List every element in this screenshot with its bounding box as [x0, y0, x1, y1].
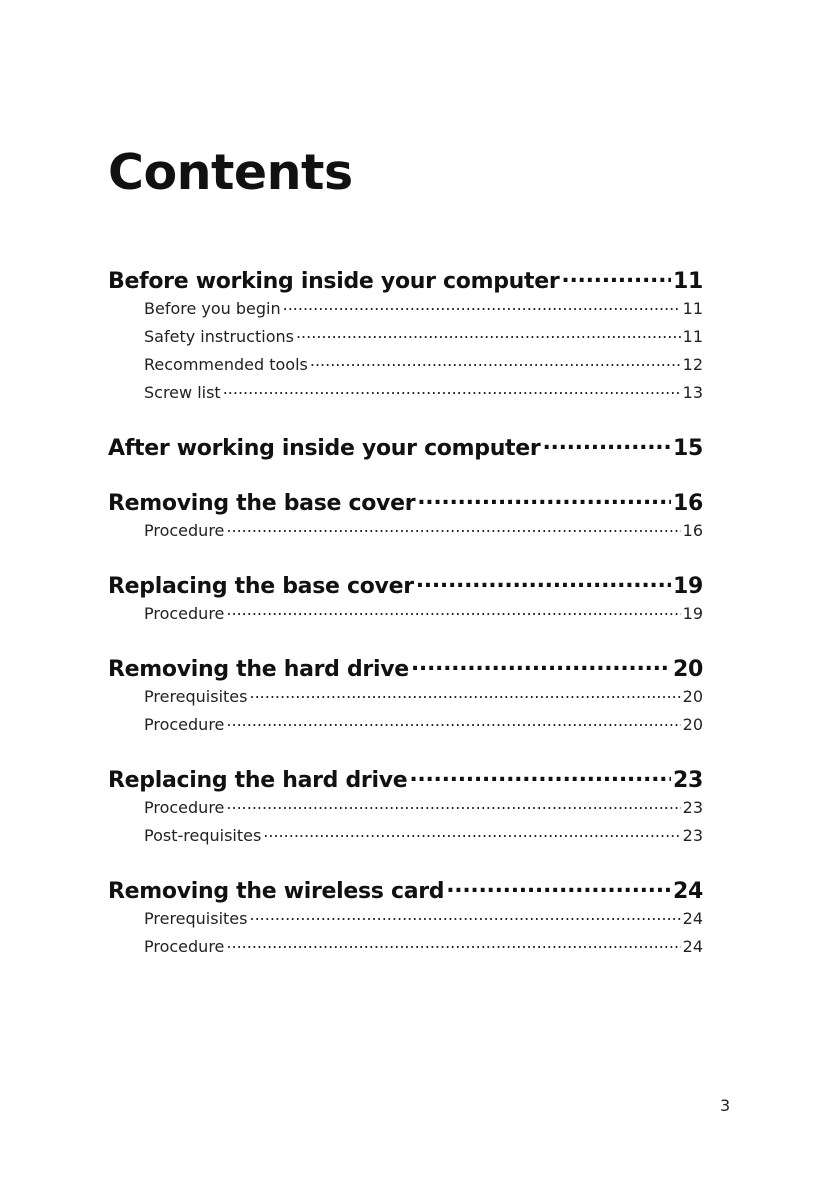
toc-subentry[interactable]: [108, 823, 703, 851]
dot-leader: [561, 264, 671, 288]
toc-chapter-entry[interactable]: [108, 569, 703, 601]
toc-subentry-page: 23: [682, 825, 703, 845]
dot-leader: [446, 874, 671, 898]
toc-chapter-label: Replacing the hard drive: [108, 768, 408, 794]
toc-section: [108, 874, 703, 962]
toc-subentry-label: Screw list: [144, 382, 221, 402]
toc-subentry-page: 24: [682, 908, 703, 928]
toc-subentry[interactable]: [108, 795, 703, 823]
toc-section: [108, 264, 703, 408]
toc-subentry-label: Post-requisites: [144, 825, 262, 845]
toc-subentry-label: Prerequisites: [144, 908, 248, 928]
dot-leader: [542, 431, 671, 455]
toc-subentry-page: 20: [682, 714, 703, 734]
toc-subentry[interactable]: [108, 712, 703, 740]
toc-chapter-label: Before working inside your computer: [108, 269, 560, 295]
toc-subentry-page: 24: [682, 936, 703, 956]
toc-chapter-entry[interactable]: [108, 763, 703, 795]
toc-subentry-page: 23: [682, 797, 703, 817]
dot-leader: [249, 906, 680, 924]
dot-leader: [417, 486, 671, 510]
toc-chapter-page: 24: [672, 879, 703, 905]
dot-leader: [263, 823, 680, 841]
toc-subentry-page: 16: [682, 520, 703, 540]
dot-leader: [226, 518, 680, 536]
dot-leader: [416, 569, 671, 593]
toc-chapter-label: Removing the wireless card: [108, 879, 445, 905]
toc-subentry[interactable]: [108, 352, 703, 380]
toc-subentry-page: 13: [682, 382, 703, 402]
toc-chapter-entry[interactable]: [108, 652, 703, 684]
toc-chapter-entry[interactable]: [108, 874, 703, 906]
toc-subentry[interactable]: [108, 296, 703, 324]
dot-leader: [296, 324, 681, 342]
toc-subentry-page: 12: [682, 354, 703, 374]
dot-leader: [249, 684, 680, 702]
dot-leader: [411, 652, 671, 676]
dot-leader: [223, 380, 681, 398]
toc-chapter-entry[interactable]: [108, 264, 703, 296]
dot-leader: [409, 763, 671, 787]
toc-subentry[interactable]: [108, 601, 703, 629]
toc-section: [108, 652, 703, 740]
toc-chapter-label: Replacing the base cover: [108, 574, 414, 600]
dot-leader: [283, 296, 681, 314]
dot-leader: [310, 352, 681, 370]
table-of-contents: [108, 264, 703, 985]
toc-chapter-page: 15: [672, 436, 703, 462]
toc-chapter-entry[interactable]: [108, 431, 703, 463]
toc-section: [108, 431, 703, 463]
toc-chapter-label: After working inside your computer: [108, 436, 541, 462]
toc-chapter-page: 23: [672, 768, 703, 794]
toc-subentry-page: 11: [682, 326, 703, 346]
dot-leader: [226, 712, 680, 730]
toc-section: [108, 763, 703, 851]
toc-subentry-label: Prerequisites: [144, 686, 248, 706]
toc-subentry[interactable]: [108, 906, 703, 934]
toc-subentry[interactable]: [108, 380, 703, 408]
toc-chapter-page: 20: [672, 657, 703, 683]
toc-subentry-label: Recommended tools: [144, 354, 308, 374]
toc-section: [108, 486, 703, 546]
toc-subentry-label: Procedure: [144, 520, 225, 540]
toc-subentry[interactable]: [108, 324, 703, 352]
dot-leader: [226, 601, 680, 619]
toc-chapter-label: Removing the base cover: [108, 491, 416, 517]
toc-subentry[interactable]: [108, 684, 703, 712]
toc-chapter-entry[interactable]: [108, 486, 703, 518]
toc-subentry-label: Procedure: [144, 936, 225, 956]
toc-subentry[interactable]: [108, 518, 703, 546]
toc-chapter-page: 19: [672, 574, 703, 600]
toc-chapter-label: Removing the hard drive: [108, 657, 409, 683]
page-title: Contents: [108, 144, 353, 201]
toc-subentry-page: 11: [682, 298, 703, 318]
toc-section: [108, 569, 703, 629]
toc-subentry-label: Procedure: [144, 797, 225, 817]
dot-leader: [226, 795, 680, 813]
toc-subentry-label: Procedure: [144, 714, 225, 734]
toc-subentry[interactable]: [108, 934, 703, 962]
toc-chapter-page: 16: [672, 491, 703, 517]
toc-chapter-page: 11: [672, 269, 703, 295]
page-number: 3: [720, 1096, 731, 1115]
toc-subentry-label: Procedure: [144, 603, 225, 623]
toc-subentry-page: 20: [682, 686, 703, 706]
toc-subentry-page: 19: [682, 603, 703, 623]
toc-subentry-label: Before you begin: [144, 298, 281, 318]
toc-subentry-label: Safety instructions: [144, 326, 294, 346]
dot-leader: [226, 934, 680, 952]
